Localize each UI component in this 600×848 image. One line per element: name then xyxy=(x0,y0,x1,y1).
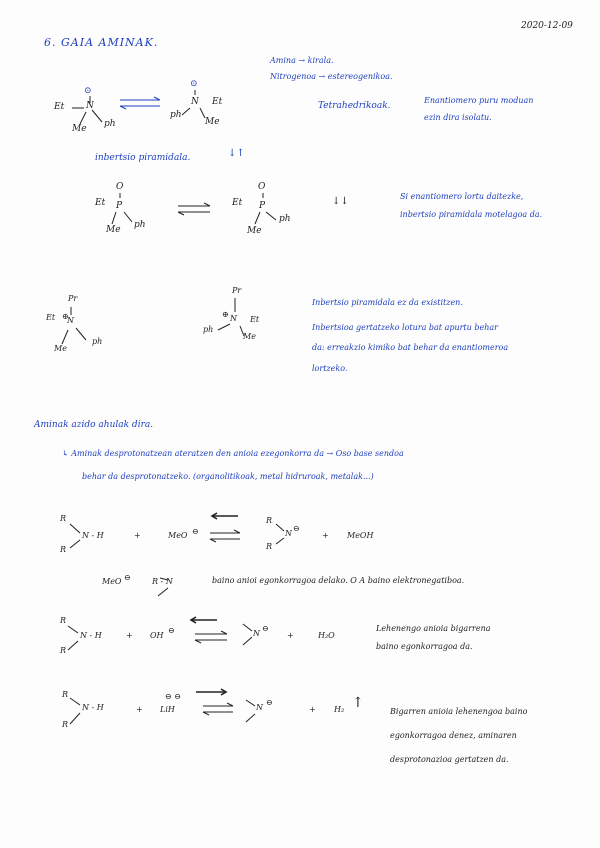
charge-minus-icon: ⊖ xyxy=(124,573,131,582)
product-n: N xyxy=(285,529,292,538)
charge-plus-icon: ⊕ xyxy=(222,310,229,319)
reactant-nh: N - H xyxy=(82,531,104,540)
note-lehenengo-1: Lehenengo anioia bigarrena xyxy=(376,624,491,633)
note-inb-4: lortzeko. xyxy=(312,364,348,373)
reactant-nh: N - H xyxy=(82,703,104,712)
equilibrium-arrows-1 xyxy=(120,97,160,109)
substituent-ph: ph xyxy=(134,220,146,230)
charge-minus-icon: ⊖ ⊖ xyxy=(165,692,181,701)
charge-plus-icon: ⊕ xyxy=(62,312,69,321)
base-meo: MeO xyxy=(168,531,188,540)
phosphorus-label: P xyxy=(259,201,266,211)
note-bigarren-2: egonkorragoa denez, aminaren xyxy=(390,731,517,740)
substituent-et: Et xyxy=(46,313,56,322)
plus-sign: + xyxy=(287,631,294,640)
charge-minus-icon: ⊖ xyxy=(168,626,175,635)
date: 2020-12-09 xyxy=(521,21,573,31)
charge-minus-icon: ⊖ xyxy=(266,698,273,707)
note-amina-kirala: Amina → kirala. xyxy=(270,56,334,65)
note-inbertsio: inbertsio piramidala. xyxy=(95,153,191,163)
substituent-pr: Pr xyxy=(232,286,242,295)
product-r: R xyxy=(266,542,273,551)
note-meo: baino anioi egonkorragoa delako. O A baino elektronegatiboa. xyxy=(212,576,465,585)
plus-sign: + xyxy=(126,631,133,640)
note-tetrahedrikoak: Tetrahedrikoak. xyxy=(318,101,391,111)
substituent-ph: ph xyxy=(104,119,116,129)
substituent-ph: ph xyxy=(170,110,182,120)
substituent-et: Et xyxy=(95,198,106,208)
substituent-me: Me xyxy=(243,332,256,341)
note-inb-1: Inbertsio piramidala ez da existitzen. xyxy=(312,298,463,307)
charge-minus-icon: ⊖ xyxy=(192,527,199,536)
lone-pair-icon: O xyxy=(258,182,266,192)
note-enantiomero-2: ezin dira isolatu. xyxy=(424,113,492,122)
section-title: 6. GAIA AMINAK. xyxy=(44,36,159,49)
reactant-r: R xyxy=(62,690,69,699)
substituent-ph: ph xyxy=(279,214,291,224)
note-inb-2: Inbertsioa gertatzeko lotura bat apurtu behar xyxy=(312,323,498,332)
substituent-me: Me xyxy=(106,225,121,235)
note-bigarren-3: desprotonazioa gertatzen da. xyxy=(390,755,509,764)
lone-pair-icon: ⊙ xyxy=(84,86,92,96)
note-si-2: inbertsio piramidala motelagoa da. xyxy=(400,210,543,219)
lone-pair-icon: O xyxy=(116,182,124,192)
reactant-r: R xyxy=(60,616,67,625)
substituent-et: Et xyxy=(54,102,65,112)
note-azido: Aminak azido ahulak dira. xyxy=(34,420,154,430)
charge-minus-icon: ⊖ xyxy=(262,624,269,633)
reactant-nh: N - H xyxy=(80,631,102,640)
stability-marks xyxy=(191,513,238,695)
substituent-ph: ph xyxy=(203,325,214,334)
amide-anion: R - N xyxy=(152,577,173,586)
plus-sign: + xyxy=(309,705,316,714)
charge-minus-icon: ⊖ xyxy=(293,524,300,533)
reactant-r: R xyxy=(62,720,69,729)
plus-sign: + xyxy=(136,705,143,714)
gas-arrow-icon: ↑ xyxy=(352,695,364,711)
note-si-1: Si enantiomero lortu daitezke, xyxy=(400,192,524,201)
base-lih: LiH xyxy=(160,705,175,714)
note-desp-1: ↳ Aminak desprotonatzean ateratzen den anioia ezegonkorra da → Oso base sendoa xyxy=(62,449,404,458)
meo-anion: MeO xyxy=(102,577,122,586)
nitrogen-label: N xyxy=(67,316,74,325)
nitrogen-label: N xyxy=(86,101,94,111)
plus-sign: + xyxy=(134,531,141,540)
substituent-et: Et xyxy=(250,315,260,324)
product-n: N xyxy=(256,703,263,712)
note-desp-2: behar da desprotonatzeko. (organolitikoak, metal hidruroak, metalak...) xyxy=(82,472,374,481)
bonds-q xyxy=(62,298,244,344)
reactant-r: R xyxy=(60,545,67,554)
byproduct-hydrogen: H₂ xyxy=(334,705,345,714)
arrows-down-icon: ↓↓ xyxy=(332,196,349,207)
product-r: R xyxy=(266,516,273,525)
substituent-ph: ph xyxy=(92,337,103,346)
substituent-pr: Pr xyxy=(68,294,78,303)
reactant-r: R xyxy=(60,646,67,655)
nitrogen-label: N xyxy=(191,97,199,107)
substituent-me: Me xyxy=(247,226,262,236)
substituent-me: Me xyxy=(205,117,220,127)
base-oh: OH xyxy=(150,631,164,640)
note-enantiomero-1: Enantiomero puru moduan xyxy=(424,96,534,105)
arrows-vertical-icon: ↓↑ xyxy=(228,148,245,159)
byproduct-water: H₂O xyxy=(318,631,335,640)
substituent-et: Et xyxy=(232,198,243,208)
note-nitrogenoa: Nitrogenoa → estereogenikoa. xyxy=(270,72,393,81)
phosphorus-label: P xyxy=(116,201,123,211)
note-bigarren-1: Bigarren anioia lehenengoa baino xyxy=(390,707,528,716)
substituent-et: Et xyxy=(212,97,223,107)
reactant-r: R xyxy=(60,514,67,523)
byproduct-meoh: MeOH xyxy=(347,531,374,540)
equilibrium-arrows-2 xyxy=(178,203,210,215)
product-n: N xyxy=(253,629,260,638)
substituent-me: Me xyxy=(54,344,67,353)
plus-sign: + xyxy=(322,531,329,540)
substituent-me: Me xyxy=(72,124,87,134)
note-lehenengo-2: baino egonkorragoa da. xyxy=(376,642,473,651)
reaction-arrows xyxy=(195,530,240,715)
lone-pair-icon: ⊙ xyxy=(190,79,198,89)
note-inb-3: da: erreakzio kimiko bat behar da enantiomeroa xyxy=(312,343,509,352)
nitrogen-label: N xyxy=(230,314,237,323)
